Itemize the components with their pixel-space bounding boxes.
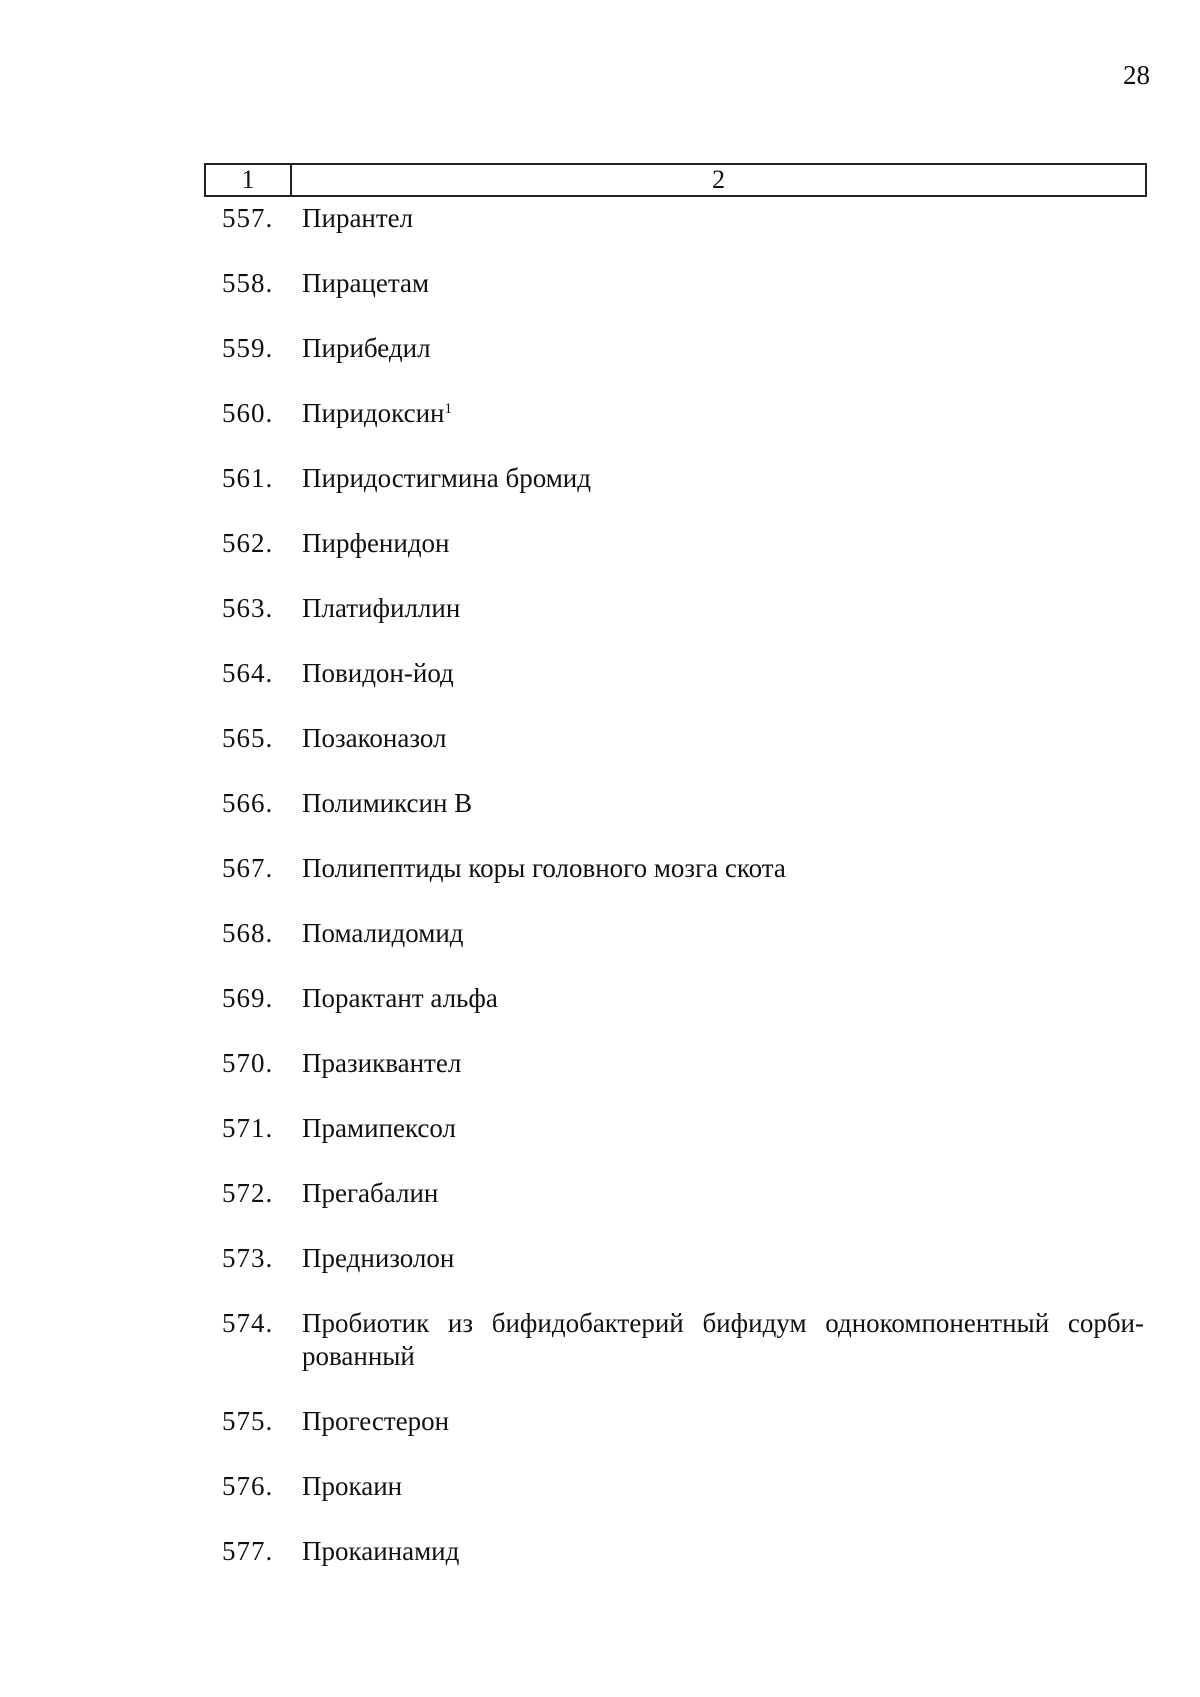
table-row [0,1405,1200,1470]
drug-name-with-footnote [302,397,1144,430]
row-number: 569. [222,983,274,1013]
drug-name: Пиридоксин [302,398,445,428]
row-number: 573. [222,1243,274,1273]
table-header [204,163,1147,197]
table-row [0,202,1200,267]
table-row [0,1307,1200,1405]
drug-name: Порактант альфа [302,983,498,1013]
row-number: 565. [222,723,274,753]
drug-name: Прогестерон [302,1406,450,1436]
table-row [0,917,1200,982]
row-number: 576. [222,1471,274,1501]
table-row [0,332,1200,397]
row-number: 574. [222,1308,274,1338]
row-number: 562. [222,528,274,558]
row-number: 558. [222,268,274,298]
table-row [0,592,1200,657]
table-row [0,527,1200,592]
drug-name: Пиридостигмина бромид [302,463,591,493]
table-row [0,462,1200,527]
row-number: 568. [222,918,274,948]
table-row [0,1535,1200,1600]
drug-name: Пирфенидон [302,528,450,558]
row-number: 560. [222,398,274,428]
row-number: 577. [222,1536,274,1566]
drug-name: Прамипексол [302,1113,456,1143]
row-number: 561. [222,463,274,493]
table-row [0,397,1200,462]
row-number: 557. [222,203,274,233]
drug-name: Прокаинамид [302,1536,460,1566]
table-row [0,657,1200,722]
drug-name: Пробиотик из бифидобактерий бифидум однокомпонентный сорби-рованный [302,1308,1144,1371]
drug-name: Повидон-йод [302,658,454,688]
drug-name: Пирибедил [302,333,431,363]
table-row [0,722,1200,787]
drug-name: Полипептиды коры головного мозга скота [302,853,786,883]
drug-name: Полимиксин В [302,788,473,818]
row-number: 575. [222,1406,274,1436]
drug-name: Пирацетам [302,268,430,298]
table-row [0,267,1200,332]
table-row [0,787,1200,852]
row-number: 570. [222,1048,274,1078]
table-row [0,852,1200,917]
header-col-number: 1 [206,165,292,195]
header-col-name: 2 [712,165,725,194]
table-row [0,1112,1200,1177]
drug-name: Помалидомид [302,918,464,948]
footnote-marker: 1 [444,401,452,417]
row-number: 571. [222,1113,274,1143]
drug-name: Празиквантел [302,1048,462,1078]
drug-name: Преднизолон [302,1243,455,1273]
table-row [0,982,1200,1047]
drug-name: Платифиллин [302,593,461,623]
table-row [0,1242,1200,1307]
row-number: 564. [222,658,274,688]
drug-name: Прокаин [302,1471,403,1501]
table-row [0,1177,1200,1242]
row-number: 563. [222,593,274,623]
row-number: 572. [222,1178,274,1208]
drug-list [0,202,1200,1600]
drug-name: Позаконазол [302,723,447,753]
page-number: 28 [1123,60,1150,90]
table-row [0,1047,1200,1112]
drug-name: Пирантел [302,203,414,233]
drug-name: Прегабалин [302,1178,439,1208]
table-row [0,1470,1200,1535]
row-number: 567. [222,853,274,883]
row-number: 566. [222,788,274,818]
row-number: 559. [222,333,274,363]
